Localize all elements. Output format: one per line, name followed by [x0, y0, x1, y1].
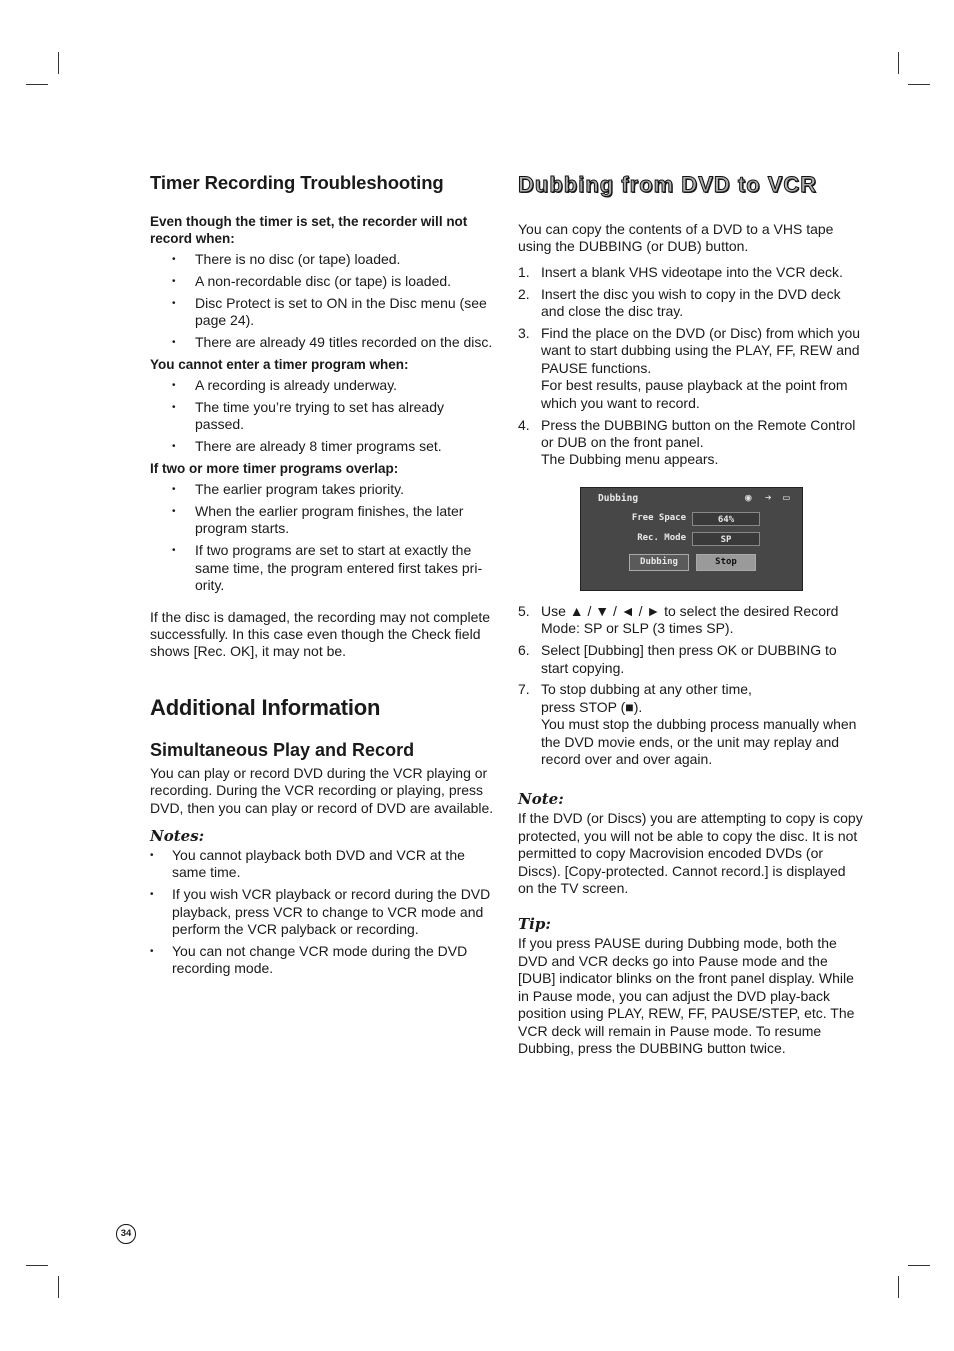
- notes-heading: Notes:: [150, 827, 205, 846]
- list-item: • Disc Protect is set to ON in the Disc menu (see page 24).: [150, 295, 496, 330]
- step-text: Use ▲ / ▼ / ◄ / ► to select the desired Record Mode: SP or SLP (3 times SP).: [541, 602, 839, 637]
- timer-troubleshooting-heading: Timer Recording Troubleshooting: [150, 172, 444, 193]
- crop-mark: [898, 52, 899, 74]
- crop-mark: [26, 84, 48, 85]
- page-number: 34: [116, 1224, 136, 1244]
- step-number: 7.: [518, 681, 530, 698]
- crop-mark: [908, 84, 930, 85]
- dubbing-button[interactable]: Dubbing: [629, 554, 689, 571]
- dubbing-steps-first: [518, 264, 864, 469]
- step-item: [518, 286, 864, 321]
- step-text: Select [Dubbing] then press OK or DUBBING to start copying.: [541, 642, 837, 676]
- step-item: [518, 642, 864, 677]
- dubbing-intro: You can copy the contents of a DVD to a VHS tape using the DUBBING (or DUB) button.: [518, 221, 834, 255]
- list-item: • If you wish VCR playback or record during the DVD playback, press VCR to change to VCR mode and perform the VCR palyback or recording.: [150, 886, 496, 938]
- step-item: [518, 417, 864, 469]
- step-text: To stop dubbing at any other time,: [541, 681, 752, 698]
- crop-mark: [908, 1265, 930, 1266]
- crop-mark: [58, 52, 59, 74]
- crop-mark: [58, 1276, 59, 1298]
- step-text: Insert a blank VHS videotape into the VCR deck.: [541, 263, 843, 280]
- list-item: • You cannot playback both DVD and VCR at the same time.: [150, 847, 496, 882]
- arrow-right-icon: ➔: [765, 490, 772, 504]
- dubbing-note: If the DVD (or Discs) you are attempting to copy is copy protected, you will not be able to copy the disc. It is not permitted to copy Macrovision encoded DVDs (or Discs). [Copy-protected. Cannot record.] is displayed on the TV screen.: [518, 810, 863, 897]
- step-number: 2.: [518, 285, 530, 302]
- condition-list: [150, 481, 496, 594]
- disc-icon: ◉: [745, 490, 752, 504]
- timer-troubleshooting-groups: [150, 213, 496, 595]
- rec-mode-label: Rec. Mode: [637, 532, 686, 543]
- step-extra: The Dubbing menu appears.: [541, 451, 719, 468]
- list-item: • The time you’re trying to set has already passed.: [150, 399, 496, 434]
- step-item: [518, 603, 864, 638]
- dubbing-heading: Dubbing from DVD to VCR: [518, 172, 818, 197]
- additional-information-heading: Additional Information: [150, 694, 381, 720]
- step-item: [518, 325, 864, 412]
- step-text: Press the DUBBING button on the Remote Control or DUB on the front panel.: [541, 416, 856, 450]
- list-item: • There are already 49 titles recorded on the disc.: [150, 334, 496, 351]
- dubbing-tip: If you press PAUSE during Dubbing mode, both the DVD and VCR decks go into Pause mode and the [DUB] indicator blinks on the front panel display. While in Pause mode, you can adjust the DVD play-back position using PLAY, REW, FF, PAUSE/STEP, etc. The VCR deck will remain in Pause mode. To resume Dubbing, press the DUBBING button twice.: [518, 935, 855, 1056]
- condition-heading: If two or more timer programs overlap:: [150, 461, 399, 477]
- crop-mark: [898, 1276, 899, 1298]
- step-extra: You must stop the dubbing process manually when the DVD movie ends, or the unit may replay and record over and over again.: [541, 716, 857, 768]
- list-item: • A non-recordable disc (or tape) is loaded.: [150, 273, 496, 290]
- step-number: 5.: [518, 602, 530, 619]
- free-space-label: Free Space: [631, 512, 686, 523]
- list-item: • You can not change VCR mode during the DVD recording mode.: [150, 943, 496, 978]
- condition-list: [150, 377, 496, 456]
- dubbing-steps-second: [518, 603, 864, 769]
- step-number: 6.: [518, 642, 530, 659]
- list-item: • When the earlier program finishes, the later program starts.: [150, 503, 496, 538]
- rec-mode-value: SP: [692, 532, 760, 546]
- list-item: • There is no disc (or tape) loaded.: [150, 251, 496, 268]
- step-number: 1.: [518, 263, 530, 280]
- step-text: Find the place on the DVD (or Disc) from which you want to start dubbing using the PLAY, FF, REW and PAUSE functions.: [541, 325, 861, 376]
- condition-heading: Even though the timer is set, the recorder will not record when:: [150, 214, 468, 246]
- condition-heading: You cannot enter a timer program when:: [150, 357, 409, 373]
- condition-list: [150, 251, 496, 352]
- step-item: [518, 681, 864, 768]
- stop-button[interactable]: Stop: [696, 554, 756, 571]
- damaged-disc-note: If the disc is damaged, the recording may not complete successfully. In this case even though the Check field shows [Rec. OK], it may not be.: [150, 608, 491, 660]
- dubbing-menu-screenshot: [580, 487, 803, 591]
- step-text-continued: press STOP (■).: [541, 698, 643, 715]
- list-item: • If two programs are set to start at exactly the same time, the program entered first takes pri-ority.: [150, 542, 496, 594]
- crop-mark: [26, 1265, 48, 1266]
- tape-icon: ▭: [783, 490, 790, 504]
- step-text: Insert the disc you wish to copy in the DVD deck and close the disc tray.: [541, 285, 841, 320]
- step-extra: For best results, pause playback at the point from which you want to record.: [541, 377, 848, 411]
- step-number: 3.: [518, 325, 530, 342]
- step-number: 4.: [518, 416, 530, 433]
- note-heading: Note:: [518, 790, 564, 809]
- notes-list: [150, 847, 496, 978]
- free-space-value: 64%: [692, 512, 760, 526]
- left-column: [150, 168, 496, 982]
- tip-heading: Tip:: [518, 915, 551, 934]
- list-item: • There are already 8 timer programs set.: [150, 438, 496, 455]
- right-column: [518, 168, 864, 1057]
- list-item: • The earlier program takes priority.: [150, 481, 496, 498]
- step-item: [518, 264, 864, 281]
- simultaneous-play-heading: Simultaneous Play and Record: [150, 739, 415, 760]
- list-item: • A recording is already underway.: [150, 377, 496, 394]
- dubbing-menu-title: Dubbing: [598, 492, 639, 504]
- simultaneous-play-body: You can play or record DVD during the VCR playing or recording. During the VCR recording or playing, press DVD, then you can play or record of DVD are available.: [150, 764, 494, 816]
